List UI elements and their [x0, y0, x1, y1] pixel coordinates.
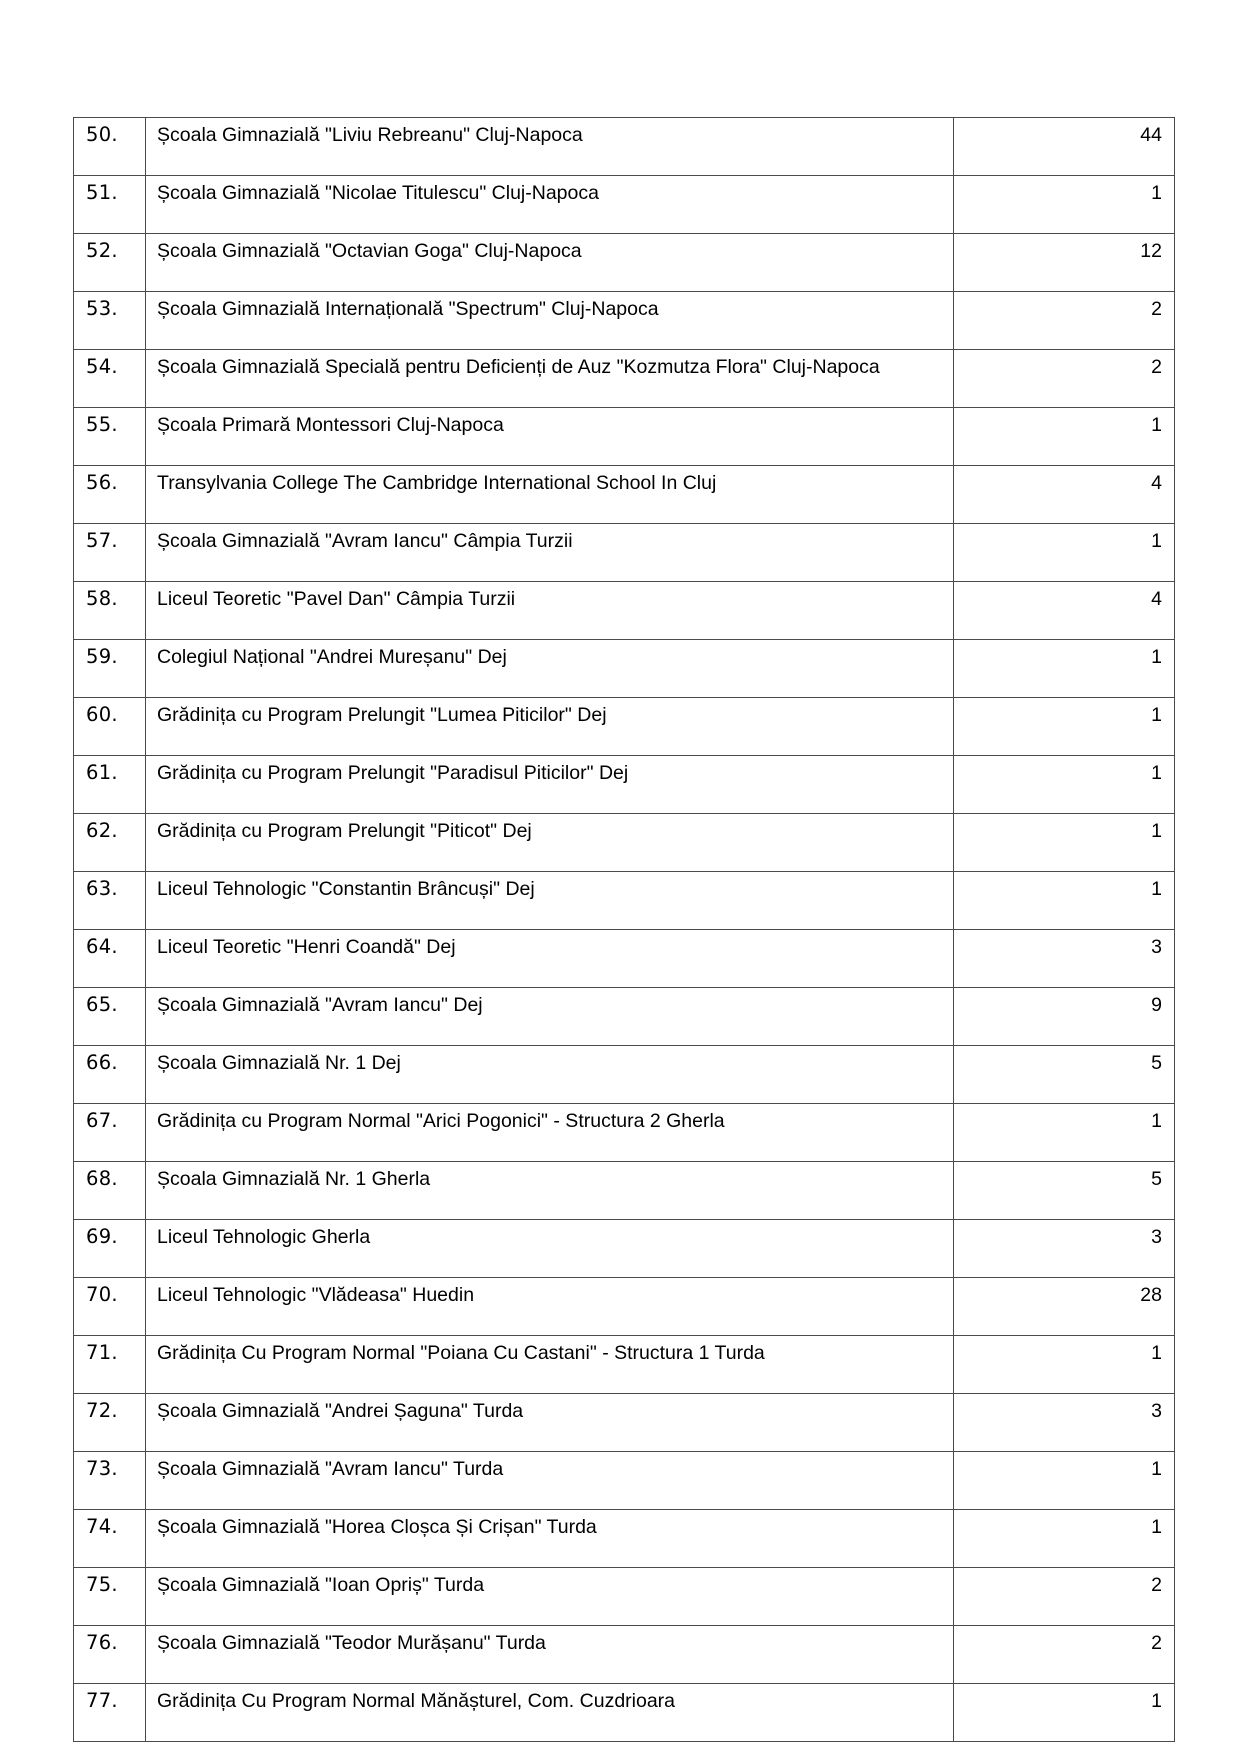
row-number: 58.: [74, 582, 146, 640]
row-number: 66.: [74, 1046, 146, 1104]
school-name: Școala Gimnazială "Octavian Goga" Cluj-Napoca: [146, 234, 954, 292]
school-count: 1: [954, 872, 1175, 930]
table-row: [74, 698, 1175, 756]
row-number: 67.: [74, 1104, 146, 1162]
school-count: 1: [954, 1684, 1175, 1742]
row-number: 63.: [74, 872, 146, 930]
table-row: [74, 814, 1175, 872]
row-number: 56.: [74, 466, 146, 524]
row-number: 59.: [74, 640, 146, 698]
school-count: 2: [954, 1568, 1175, 1626]
school-count: 12: [954, 234, 1175, 292]
table-row: [74, 1046, 1175, 1104]
school-count: 44: [954, 118, 1175, 176]
table-row: [74, 292, 1175, 350]
school-name: Grădinița cu Program Prelungit "Piticot" Dej: [146, 814, 954, 872]
schools-table: [73, 117, 1175, 1742]
school-name: Școala Gimnazială Nr. 1 Gherla: [146, 1162, 954, 1220]
school-name: Școala Gimnazială "Liviu Rebreanu" Cluj-Napoca: [146, 118, 954, 176]
school-name: Liceul Teoretic "Henri Coandă" Dej: [146, 930, 954, 988]
table-row: [74, 1104, 1175, 1162]
school-count: 1: [954, 640, 1175, 698]
table-row: [74, 408, 1175, 466]
row-number: 76.: [74, 1626, 146, 1684]
table-row: [74, 1684, 1175, 1742]
table-row: [74, 176, 1175, 234]
table-row: [74, 1452, 1175, 1510]
table-row: [74, 466, 1175, 524]
school-count: 9: [954, 988, 1175, 1046]
school-count: 1: [954, 698, 1175, 756]
school-name: Colegiul Național "Andrei Mureșanu" Dej: [146, 640, 954, 698]
row-number: 65.: [74, 988, 146, 1046]
row-number: 72.: [74, 1394, 146, 1452]
school-name: Grădinița cu Program Prelungit "Paradisul Piticilor" Dej: [146, 756, 954, 814]
school-count: 1: [954, 176, 1175, 234]
school-name: Liceul Tehnologic "Constantin Brâncuși" Dej: [146, 872, 954, 930]
school-count: 1: [954, 814, 1175, 872]
school-name: Liceul Tehnologic Gherla: [146, 1220, 954, 1278]
school-name: Grădinița cu Program Normal "Arici Pogonici" - Structura 2 Gherla: [146, 1104, 954, 1162]
table-row: [74, 756, 1175, 814]
table-row: [74, 1626, 1175, 1684]
school-count: 2: [954, 292, 1175, 350]
table-row: [74, 234, 1175, 292]
table-row: [74, 872, 1175, 930]
school-name: Liceul Tehnologic "Vlădeasa" Huedin: [146, 1278, 954, 1336]
row-number: 74.: [74, 1510, 146, 1568]
school-count: 1: [954, 524, 1175, 582]
school-count: 28: [954, 1278, 1175, 1336]
school-count: 3: [954, 1220, 1175, 1278]
school-name: Școala Gimnazială "Andrei Șaguna" Turda: [146, 1394, 954, 1452]
table-row: [74, 1162, 1175, 1220]
table-row: [74, 640, 1175, 698]
row-number: 70.: [74, 1278, 146, 1336]
row-number: 77.: [74, 1684, 146, 1742]
school-count: 1: [954, 1104, 1175, 1162]
row-number: 62.: [74, 814, 146, 872]
row-number: 55.: [74, 408, 146, 466]
row-number: 60.: [74, 698, 146, 756]
school-name: Grădinița Cu Program Normal Mănășturel, Com. Cuzdrioara: [146, 1684, 954, 1742]
school-count: 5: [954, 1046, 1175, 1104]
row-number: 64.: [74, 930, 146, 988]
row-number: 53.: [74, 292, 146, 350]
school-name: Școala Primară Montessori Cluj-Napoca: [146, 408, 954, 466]
school-count: 1: [954, 1452, 1175, 1510]
school-name: Școala Gimnazială "Avram Iancu" Câmpia Turzii: [146, 524, 954, 582]
school-name: Școala Gimnazială Internațională "Spectrum" Cluj-Napoca: [146, 292, 954, 350]
row-number: 68.: [74, 1162, 146, 1220]
school-count: 1: [954, 1336, 1175, 1394]
table-row: [74, 582, 1175, 640]
school-count: 4: [954, 582, 1175, 640]
schools-table-body: [74, 118, 1175, 1742]
school-count: 1: [954, 756, 1175, 814]
table-row: [74, 1336, 1175, 1394]
row-number: 50.: [74, 118, 146, 176]
school-name: Școala Gimnazială Specială pentru Deficienți de Auz "Kozmutza Flora" Cluj-Napoca: [146, 350, 954, 408]
table-row: [74, 988, 1175, 1046]
school-name: Școala Gimnazială Nr. 1 Dej: [146, 1046, 954, 1104]
table-row: [74, 350, 1175, 408]
row-number: 61.: [74, 756, 146, 814]
table-row: [74, 930, 1175, 988]
school-count: 1: [954, 408, 1175, 466]
school-name: Grădinița Cu Program Normal "Poiana Cu Castani" - Structura 1 Turda: [146, 1336, 954, 1394]
table-row: [74, 1220, 1175, 1278]
school-name: Transylvania College The Cambridge International School In Cluj: [146, 466, 954, 524]
row-number: 75.: [74, 1568, 146, 1626]
school-name: Școala Gimnazială "Teodor Murășanu" Turda: [146, 1626, 954, 1684]
school-name: Școala Gimnazială "Horea Cloșca Și Crișan" Turda: [146, 1510, 954, 1568]
table-row: [74, 118, 1175, 176]
row-number: 51.: [74, 176, 146, 234]
school-count: 1: [954, 1510, 1175, 1568]
school-count: 3: [954, 1394, 1175, 1452]
school-count: 3: [954, 930, 1175, 988]
school-name: Grădinița cu Program Prelungit "Lumea Piticilor" Dej: [146, 698, 954, 756]
table-row: [74, 1394, 1175, 1452]
table-row: [74, 1278, 1175, 1336]
row-number: 73.: [74, 1452, 146, 1510]
school-count: 2: [954, 350, 1175, 408]
table-row: [74, 1510, 1175, 1568]
table-row: [74, 1568, 1175, 1626]
school-name: Școala Gimnazială "Avram Iancu" Turda: [146, 1452, 954, 1510]
row-number: 52.: [74, 234, 146, 292]
school-count: 4: [954, 466, 1175, 524]
row-number: 69.: [74, 1220, 146, 1278]
row-number: 57.: [74, 524, 146, 582]
table-row: [74, 524, 1175, 582]
school-name: Liceul Teoretic "Pavel Dan" Câmpia Turzii: [146, 582, 954, 640]
school-name: Școala Gimnazială "Avram Iancu" Dej: [146, 988, 954, 1046]
school-name: Școala Gimnazială "Ioan Opriș" Turda: [146, 1568, 954, 1626]
school-name: Școala Gimnazială "Nicolae Titulescu" Cluj-Napoca: [146, 176, 954, 234]
row-number: 71.: [74, 1336, 146, 1394]
school-count: 5: [954, 1162, 1175, 1220]
school-count: 2: [954, 1626, 1175, 1684]
row-number: 54.: [74, 350, 146, 408]
